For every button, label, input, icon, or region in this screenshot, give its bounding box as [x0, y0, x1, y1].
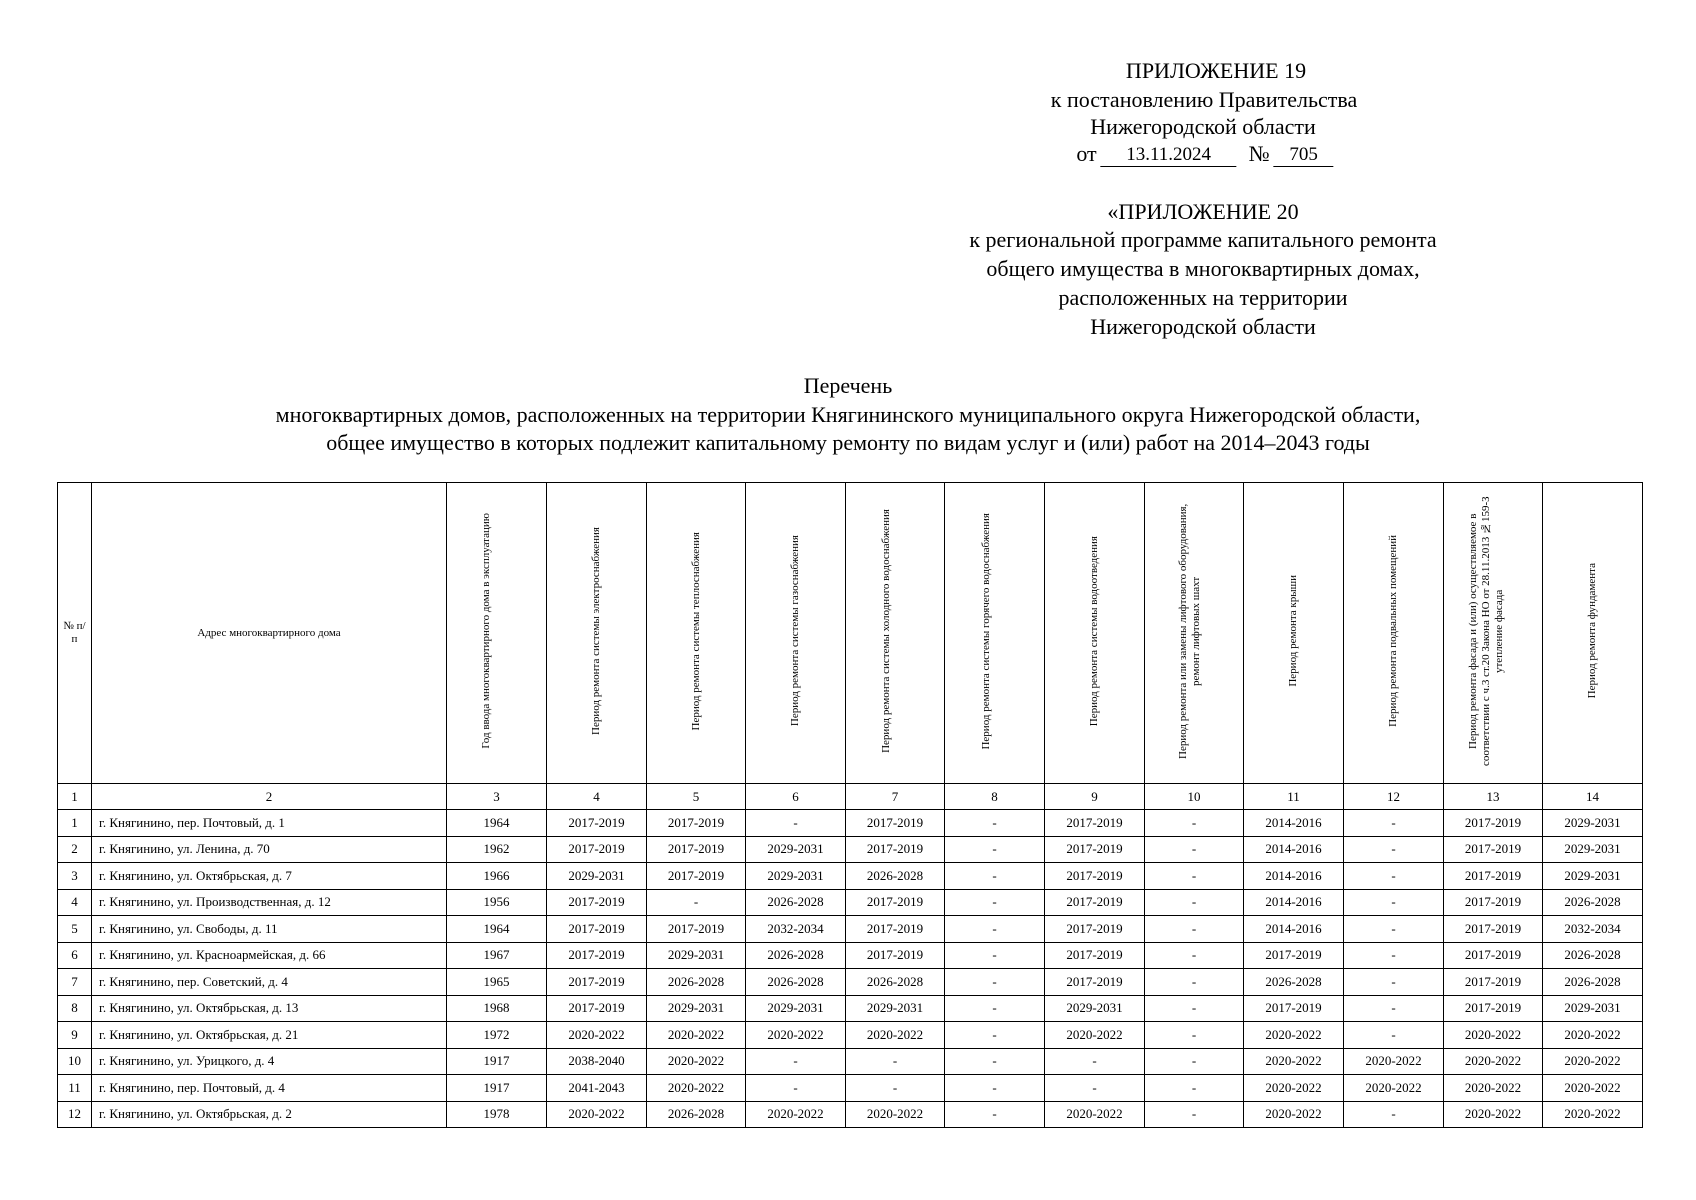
electric-period-cell: 2017-2019	[547, 836, 647, 863]
heating-period-cell: 2026-2028	[647, 1101, 746, 1128]
facade-period-cell: 2017-2019	[1444, 863, 1543, 890]
cold-water-period-cell: 2017-2019	[846, 810, 945, 837]
table-row	[58, 1101, 1643, 1128]
elevator-period-cell: -	[1145, 1075, 1244, 1102]
facade-period-cell: 2020-2022	[1444, 1075, 1543, 1102]
from-label: от	[1076, 141, 1097, 166]
commission-year-cell: 1917	[447, 1048, 547, 1075]
facade-period-cell: 2020-2022	[1444, 1048, 1543, 1075]
basement-period-cell: -	[1344, 1101, 1444, 1128]
roof-period-cell: 2014-2016	[1244, 863, 1344, 890]
basement-period-cell: -	[1344, 863, 1444, 890]
address-cell: г. Княгинино, ул. Свободы, д. 11	[92, 916, 447, 943]
address-cell: г. Княгинино, пер. Почтовый, д. 1	[92, 810, 447, 837]
row-number-cell: 4	[58, 889, 92, 916]
list-title-line-2: многоквартирных домов, расположенных на территории Княгининского муниципального округа Нижегородской области,	[275, 402, 1421, 427]
appendix-19-date-line	[1076, 141, 1333, 167]
table-row	[58, 1048, 1643, 1075]
column-number: 8	[945, 784, 1045, 810]
drainage-period-cell: 2017-2019	[1045, 969, 1145, 996]
header-foundation: Период ремонта фундамента	[1543, 483, 1643, 784]
facade-period-cell: 2017-2019	[1444, 995, 1543, 1022]
column-number: 12	[1344, 784, 1444, 810]
row-number-cell: 8	[58, 995, 92, 1022]
header-heating: Период ремонта системы теплоснабжения	[647, 483, 746, 784]
appendix-20-region-line: Нижегородской области	[1090, 314, 1316, 339]
hot-water-period-cell: -	[945, 916, 1045, 943]
facade-period-cell: 2017-2019	[1444, 889, 1543, 916]
drainage-period-cell: 2017-2019	[1045, 916, 1145, 943]
foundation-period-cell: 2029-2031	[1543, 836, 1643, 863]
heating-period-cell: 2020-2022	[647, 1048, 746, 1075]
roof-period-cell: 2020-2022	[1244, 1101, 1344, 1128]
cold-water-period-cell: -	[846, 1075, 945, 1102]
foundation-period-cell: 2020-2022	[1543, 1075, 1643, 1102]
gas-period-cell: -	[746, 1048, 846, 1075]
decree-number: 705	[1274, 144, 1334, 167]
cold-water-period-cell: -	[846, 1048, 945, 1075]
column-number: 5	[647, 784, 746, 810]
commission-year-cell: 1964	[447, 916, 547, 943]
address-cell: г. Княгинино, ул. Производственная, д. 12	[92, 889, 447, 916]
roof-period-cell: 2014-2016	[1244, 889, 1344, 916]
commission-year-cell: 1956	[447, 889, 547, 916]
row-number-cell: 9	[58, 1022, 92, 1049]
gas-period-cell: 2029-2031	[746, 863, 846, 890]
row-number-cell: 6	[58, 942, 92, 969]
table-row	[58, 1022, 1643, 1049]
column-number: 14	[1543, 784, 1643, 810]
header-hot-water: Период ремонта системы горячего водоснабжения	[945, 483, 1045, 784]
hot-water-period-cell: -	[945, 1101, 1045, 1128]
basement-period-cell: -	[1344, 1022, 1444, 1049]
basement-period-cell: 2020-2022	[1344, 1048, 1444, 1075]
basement-period-cell: -	[1344, 995, 1444, 1022]
table-row	[58, 1075, 1643, 1102]
commission-year-cell: 1965	[447, 969, 547, 996]
foundation-period-cell: 2026-2028	[1543, 942, 1643, 969]
foundation-period-cell: 2020-2022	[1543, 1022, 1643, 1049]
hot-water-period-cell: -	[945, 1075, 1045, 1102]
column-number: 1	[58, 784, 92, 810]
table-header-row	[58, 483, 1643, 784]
roof-period-cell: 2014-2016	[1244, 916, 1344, 943]
roof-period-cell: 2026-2028	[1244, 969, 1344, 996]
drainage-period-cell: 2020-2022	[1045, 1101, 1145, 1128]
cold-water-period-cell: 2029-2031	[846, 995, 945, 1022]
row-number-cell: 2	[58, 836, 92, 863]
address-cell: г. Княгинино, ул. Урицкого, д. 4	[92, 1048, 447, 1075]
hot-water-period-cell: -	[945, 889, 1045, 916]
table-row	[58, 863, 1643, 890]
appendix-20-title: «ПРИЛОЖЕНИЕ 20	[1107, 199, 1299, 224]
heating-period-cell: 2020-2022	[647, 1022, 746, 1049]
gas-period-cell: 2032-2034	[746, 916, 846, 943]
address-cell: г. Княгинино, ул. Октябрьская, д. 7	[92, 863, 447, 890]
gas-period-cell: 2026-2028	[746, 942, 846, 969]
basement-period-cell: -	[1344, 889, 1444, 916]
row-number-cell: 3	[58, 863, 92, 890]
drainage-period-cell: 2020-2022	[1045, 1022, 1145, 1049]
gas-period-cell: 2020-2022	[746, 1022, 846, 1049]
houses-table	[57, 482, 1643, 1128]
address-cell: г. Княгинино, пер. Почтовый, д. 4	[92, 1075, 447, 1102]
header-gas: Период ремонта системы газоснабжения	[746, 483, 846, 784]
table-row	[58, 889, 1643, 916]
heating-period-cell: 2020-2022	[647, 1075, 746, 1102]
header-year: Год ввода многоквартирного дома в эксплуатацию	[447, 483, 547, 784]
table-body	[58, 810, 1643, 1128]
elevator-period-cell: -	[1145, 810, 1244, 837]
gas-period-cell: -	[746, 810, 846, 837]
facade-period-cell: 2020-2022	[1444, 1101, 1543, 1128]
drainage-period-cell: 2017-2019	[1045, 942, 1145, 969]
gas-period-cell: -	[746, 1075, 846, 1102]
drainage-period-cell: -	[1045, 1075, 1145, 1102]
basement-period-cell: -	[1344, 916, 1444, 943]
table-row	[58, 836, 1643, 863]
header-roof: Период ремонта крыши	[1244, 483, 1344, 784]
electric-period-cell: 2041-2043	[547, 1075, 647, 1102]
heating-period-cell: 2026-2028	[647, 969, 746, 996]
hot-water-period-cell: -	[945, 942, 1045, 969]
heating-period-cell: 2017-2019	[647, 863, 746, 890]
foundation-period-cell: 2032-2034	[1543, 916, 1643, 943]
elevator-period-cell: -	[1145, 942, 1244, 969]
table-row	[58, 995, 1643, 1022]
facade-period-cell: 2017-2019	[1444, 942, 1543, 969]
address-cell: г. Княгинино, ул. Октябрьская, д. 2	[92, 1101, 447, 1128]
hot-water-period-cell: -	[945, 836, 1045, 863]
commission-year-cell: 1967	[447, 942, 547, 969]
electric-period-cell: 2020-2022	[547, 1022, 647, 1049]
header-elevator: Период ремонта или замены лифтового оборудования, ремонт лифтовых шахт	[1145, 483, 1244, 784]
heating-period-cell: 2029-2031	[647, 942, 746, 969]
commission-year-cell: 1972	[447, 1022, 547, 1049]
drainage-period-cell: 2017-2019	[1045, 889, 1145, 916]
table-row	[58, 810, 1643, 837]
roof-period-cell: 2020-2022	[1244, 1022, 1344, 1049]
basement-period-cell: -	[1344, 836, 1444, 863]
foundation-period-cell: 2020-2022	[1543, 1048, 1643, 1075]
drainage-period-cell: -	[1045, 1048, 1145, 1075]
facade-period-cell: 2020-2022	[1444, 1022, 1543, 1049]
table-row	[58, 942, 1643, 969]
drainage-period-cell: 2029-2031	[1045, 995, 1145, 1022]
elevator-period-cell: -	[1145, 1022, 1244, 1049]
header-electric: Период ремонта системы электроснабжения	[547, 483, 647, 784]
foundation-period-cell: 2026-2028	[1543, 969, 1643, 996]
elevator-period-cell: -	[1145, 836, 1244, 863]
address-cell: г. Княгинино, ул. Октябрьская, д. 21	[92, 1022, 447, 1049]
header-number: № п/п	[58, 483, 92, 784]
cold-water-period-cell: 2026-2028	[846, 969, 945, 996]
drainage-period-cell: 2017-2019	[1045, 863, 1145, 890]
electric-period-cell: 2017-2019	[547, 995, 647, 1022]
header-cold-water: Период ремонта системы холодного водоснабжения	[846, 483, 945, 784]
heating-period-cell: 2017-2019	[647, 810, 746, 837]
hot-water-period-cell: -	[945, 810, 1045, 837]
row-number-cell: 5	[58, 916, 92, 943]
commission-year-cell: 1964	[447, 810, 547, 837]
cold-water-period-cell: 2026-2028	[846, 863, 945, 890]
cold-water-period-cell: 2017-2019	[846, 889, 945, 916]
appendix-19-decree-line: к постановлению Правительства	[1050, 87, 1358, 112]
basement-period-cell: -	[1344, 969, 1444, 996]
row-number-cell: 11	[58, 1075, 92, 1102]
column-number: 11	[1244, 784, 1344, 810]
facade-period-cell: 2017-2019	[1444, 810, 1543, 837]
drainage-period-cell: 2017-2019	[1045, 810, 1145, 837]
list-title-line-3: общее имущество в которых подлежит капитальному ремонту по видам услуг и (или) работ на 2014–2043 годы	[326, 430, 1370, 455]
cold-water-period-cell: 2020-2022	[846, 1022, 945, 1049]
address-cell: г. Княгинино, ул. Красноармейская, д. 66	[92, 942, 447, 969]
heating-period-cell: 2029-2031	[647, 995, 746, 1022]
column-numbers-row	[58, 784, 1643, 810]
elevator-period-cell: -	[1145, 995, 1244, 1022]
column-number: 9	[1045, 784, 1145, 810]
facade-period-cell: 2017-2019	[1444, 916, 1543, 943]
number-label: №	[1248, 141, 1270, 166]
cold-water-period-cell: 2017-2019	[846, 836, 945, 863]
hot-water-period-cell: -	[945, 995, 1045, 1022]
header-facade: Период ремонта фасада и (или) осуществляемое в соответствии с ч.3 ст.20 Закона НО от 28.11.2013 №159-З утепление фасада	[1444, 483, 1543, 784]
heating-period-cell: 2017-2019	[647, 916, 746, 943]
row-number-cell: 10	[58, 1048, 92, 1075]
column-number: 13	[1444, 784, 1543, 810]
gas-period-cell: 2020-2022	[746, 1101, 846, 1128]
electric-period-cell: 2017-2019	[547, 942, 647, 969]
electric-period-cell: 2017-2019	[547, 916, 647, 943]
list-title-heading: Перечень	[803, 373, 893, 398]
commission-year-cell: 1917	[447, 1075, 547, 1102]
row-number-cell: 1	[58, 810, 92, 837]
roof-period-cell: 2014-2016	[1244, 810, 1344, 837]
cold-water-period-cell: 2017-2019	[846, 916, 945, 943]
commission-year-cell: 1966	[447, 863, 547, 890]
hot-water-period-cell: -	[945, 1048, 1045, 1075]
appendix-20-property-line: общего имущества в многоквартирных домах,	[986, 256, 1420, 281]
column-number: 2	[92, 784, 447, 810]
column-number: 3	[447, 784, 547, 810]
gas-period-cell: 2029-2031	[746, 836, 846, 863]
appendix-19-region-line: Нижегородской области	[1090, 114, 1316, 139]
appendix-20-program-line: к региональной программе капитального ремонта	[969, 227, 1437, 252]
table-row	[58, 969, 1643, 996]
elevator-period-cell: -	[1145, 1101, 1244, 1128]
foundation-period-cell: 2029-2031	[1543, 995, 1643, 1022]
foundation-period-cell: 2029-2031	[1543, 863, 1643, 890]
elevator-period-cell: -	[1145, 916, 1244, 943]
elevator-period-cell: -	[1145, 969, 1244, 996]
elevator-period-cell: -	[1145, 889, 1244, 916]
address-cell: г. Княгинино, ул. Октябрьская, д. 13	[92, 995, 447, 1022]
hot-water-period-cell: -	[945, 863, 1045, 890]
column-number: 7	[846, 784, 945, 810]
electric-period-cell: 2017-2019	[547, 969, 647, 996]
roof-period-cell: 2017-2019	[1244, 942, 1344, 969]
row-number-cell: 7	[58, 969, 92, 996]
appendix-19-title: ПРИЛОЖЕНИЕ 19	[1125, 58, 1307, 83]
roof-period-cell: 2020-2022	[1244, 1048, 1344, 1075]
commission-year-cell: 1968	[447, 995, 547, 1022]
roof-period-cell: 2017-2019	[1244, 995, 1344, 1022]
appendix-20-territory-line: расположенных на территории	[1058, 285, 1348, 310]
basement-period-cell: -	[1344, 942, 1444, 969]
electric-period-cell: 2017-2019	[547, 810, 647, 837]
cold-water-period-cell: 2020-2022	[846, 1101, 945, 1128]
address-cell: г. Княгинино, ул. Ленина, д. 70	[92, 836, 447, 863]
foundation-period-cell: 2029-2031	[1543, 810, 1643, 837]
elevator-period-cell: -	[1145, 1048, 1244, 1075]
foundation-period-cell: 2026-2028	[1543, 889, 1643, 916]
facade-period-cell: 2017-2019	[1444, 969, 1543, 996]
foundation-period-cell: 2020-2022	[1543, 1101, 1643, 1128]
decree-date: 13.11.2024	[1101, 144, 1237, 167]
gas-period-cell: 2029-2031	[746, 995, 846, 1022]
commission-year-cell: 1962	[447, 836, 547, 863]
electric-period-cell: 2029-2031	[547, 863, 647, 890]
elevator-period-cell: -	[1145, 863, 1244, 890]
header-basement: Период ремонта подвальных помещений	[1344, 483, 1444, 784]
electric-period-cell: 2038-2040	[547, 1048, 647, 1075]
commission-year-cell: 1978	[447, 1101, 547, 1128]
hot-water-period-cell: -	[945, 969, 1045, 996]
header-address: Адрес многоквартирного дома	[92, 483, 447, 784]
basement-period-cell: -	[1344, 810, 1444, 837]
roof-period-cell: 2014-2016	[1244, 836, 1344, 863]
header-drainage: Период ремонта системы водоотведения	[1045, 483, 1145, 784]
column-number: 4	[547, 784, 647, 810]
electric-period-cell: 2020-2022	[547, 1101, 647, 1128]
facade-period-cell: 2017-2019	[1444, 836, 1543, 863]
table-row	[58, 916, 1643, 943]
column-number: 10	[1145, 784, 1244, 810]
gas-period-cell: 2026-2028	[746, 889, 846, 916]
column-number: 6	[746, 784, 846, 810]
electric-period-cell: 2017-2019	[547, 889, 647, 916]
drainage-period-cell: 2017-2019	[1045, 836, 1145, 863]
hot-water-period-cell: -	[945, 1022, 1045, 1049]
address-cell: г. Княгинино, пер. Советский, д. 4	[92, 969, 447, 996]
heating-period-cell: 2017-2019	[647, 836, 746, 863]
gas-period-cell: 2026-2028	[746, 969, 846, 996]
cold-water-period-cell: 2017-2019	[846, 942, 945, 969]
heating-period-cell: -	[647, 889, 746, 916]
row-number-cell: 12	[58, 1101, 92, 1128]
basement-period-cell: 2020-2022	[1344, 1075, 1444, 1102]
roof-period-cell: 2020-2022	[1244, 1075, 1344, 1102]
